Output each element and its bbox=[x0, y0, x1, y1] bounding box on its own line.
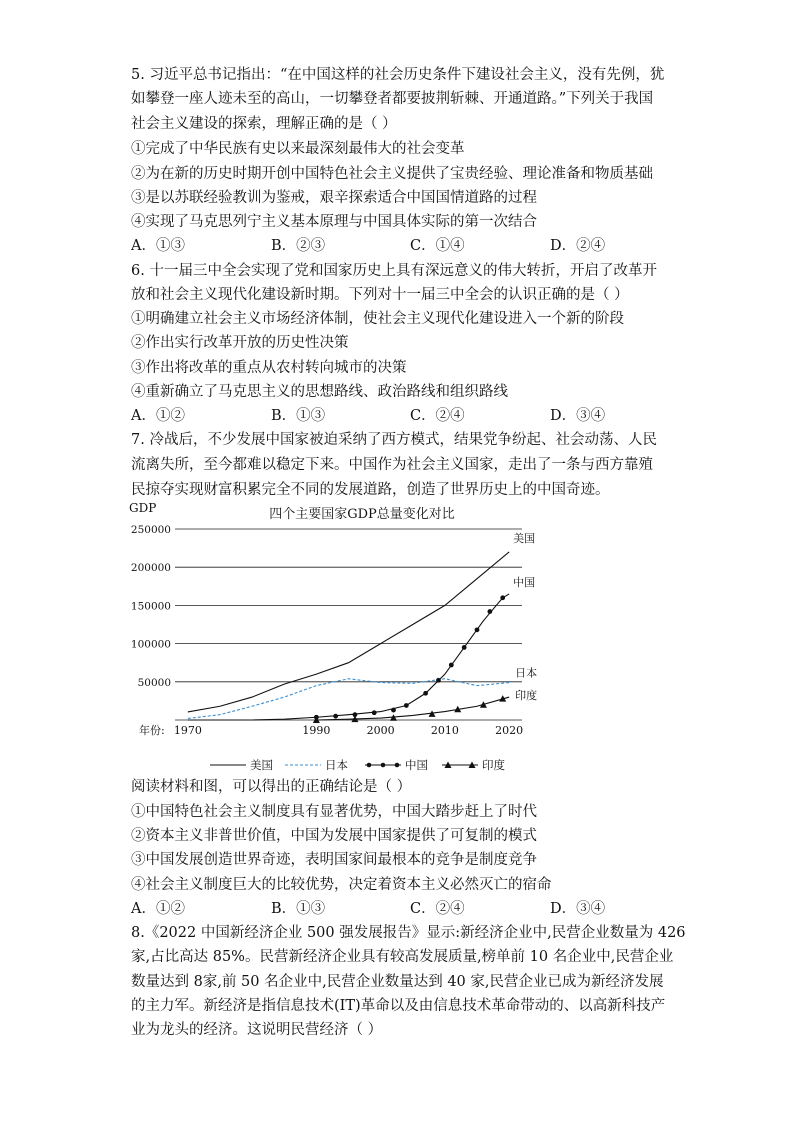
question-6-statement-1: ①明确建立社会主义市场经济体制，使社会主义现代化建设进入一个新的阶段 bbox=[131, 311, 624, 327]
question-5-stem-line: 如攀登一座人迹未至的高山，一切攀登者都要披荆斩棘、开通道路。”下列关于我国 bbox=[131, 91, 654, 107]
data-point-china bbox=[475, 627, 480, 632]
data-point-china bbox=[391, 708, 396, 713]
series-end-label: 美国 bbox=[513, 531, 536, 545]
x-tick-label: 1970 bbox=[173, 724, 202, 737]
question-7-stem-line: 7. 冷战后，不少发展中国家被迫采纳了西方模式，结果党争纷起、社会动荡、人民 bbox=[131, 432, 657, 448]
question-5-statement-4: ④实现了马克思列宁主义基本原理与中国具体实际的第一次结合 bbox=[131, 214, 537, 230]
question-7-stem-line: 流离失所，至今都难以稳定下来。中国作为社会主义国家，走出了一条与西方靠殖 bbox=[131, 457, 653, 473]
legend-marker bbox=[395, 763, 400, 768]
question-8-stem-line: 家,占比高达 85%。民营新经济企业具有较高发展质量,榜单前 10 名企业中,民营企业 bbox=[131, 949, 674, 965]
data-point-china bbox=[404, 703, 409, 708]
series-line-3 bbox=[316, 697, 509, 720]
data-point-china bbox=[333, 714, 338, 719]
chart-title: 四个主要国家GDP总量变化对比 bbox=[269, 507, 455, 522]
question-5-statement-3: ③是以苏联经验教训为鉴戒，艰辛探索适合中国国情道路的过程 bbox=[131, 190, 537, 206]
x-tick-label: 2010 bbox=[430, 724, 459, 737]
y-tick-label: 200000 bbox=[130, 562, 171, 575]
legend-label: 中国 bbox=[405, 758, 428, 772]
series-line-2 bbox=[188, 594, 509, 720]
option-b[interactable]: B．①③ bbox=[271, 901, 326, 917]
y-tick-label: 150000 bbox=[130, 600, 171, 613]
series-line-1 bbox=[188, 679, 509, 719]
gdp-line-chart bbox=[125, 500, 545, 776]
question-7-statement-3: ③中国发展创造世界奇迹，表明国家间最根本的竞争是制度竞争 bbox=[131, 852, 537, 868]
data-point-china bbox=[449, 663, 454, 668]
legend-marker bbox=[381, 763, 386, 768]
question-5-options bbox=[131, 237, 691, 255]
x-tick-label: 2020 bbox=[495, 724, 524, 737]
question-5-statement-2: ②为在新的历史时期开创中国特色社会主义提供了宝贵经验、理论准备和物质基础 bbox=[131, 166, 653, 182]
series-end-label: 印度 bbox=[515, 689, 538, 703]
question-6-stem-line: 放和社会主义现代化建设新时期。下列对十一届三中全会的认识正确的是（ ） bbox=[131, 287, 629, 303]
option-d[interactable]: D．②④ bbox=[550, 238, 606, 254]
data-point-china bbox=[500, 595, 505, 600]
question-6-options bbox=[131, 407, 691, 425]
question-8-stem-line: 的主力军。新经济是指信息技术(IT)革命以及由信息技术革命带动的、以高新科技产 bbox=[131, 998, 666, 1014]
question-7-options bbox=[131, 900, 691, 918]
question-7-statement-2: ②资本主义非普世价值，中国为发展中国家提供了可复制的模式 bbox=[131, 828, 537, 844]
option-a[interactable]: A．①② bbox=[131, 901, 185, 917]
question-6-statement-2: ②作出实行改革开放的历史性决策 bbox=[131, 335, 349, 351]
option-a[interactable]: A．①③ bbox=[131, 238, 185, 254]
question-7-statement-1: ①中国特色社会主义制度具有显著优势，中国大踏步赶上了时代 bbox=[131, 804, 537, 820]
legend-marker bbox=[367, 763, 372, 768]
question-5-stem-line: 社会主义建设的探索，理解正确的是（ ） bbox=[131, 116, 397, 132]
question-5-statement-1: ①完成了中华民族有史以来最深刻最伟大的社会变革 bbox=[131, 141, 465, 157]
y-tick-label: 250000 bbox=[130, 524, 171, 536]
question-5-stem-line: 5. 习近平总书记指出：“在中国这样的社会历史条件下建设社会主义，没有先例，犹 bbox=[131, 67, 665, 83]
data-point-india bbox=[480, 701, 487, 708]
data-point-china bbox=[462, 645, 467, 650]
data-point-china bbox=[487, 609, 492, 614]
question-8-stem-line: 业为龙头的经济。这说明民营经济（ ） bbox=[131, 1022, 383, 1038]
question-6-stem-line: 6. 十一届三中全会实现了党和国家历史上具有深远意义的伟大转折，开启了改革开 bbox=[131, 263, 657, 279]
option-c[interactable]: C．①④ bbox=[410, 238, 465, 254]
series-end-label: 日本 bbox=[515, 666, 538, 680]
option-b[interactable]: B．②③ bbox=[271, 238, 326, 254]
question-8-stem-line: 数量达到 8家,前 50 名企业中,民营企业数量达到 40 家,民营企业已成为新经济发展 bbox=[131, 974, 664, 990]
y-tick-label: 100000 bbox=[130, 638, 171, 651]
series-end-label: 中国 bbox=[513, 575, 536, 589]
y-axis-label: GDP bbox=[129, 501, 157, 515]
question-7-prompt: 阅读材料和图，可以得出的正确结论是（ ） bbox=[131, 779, 412, 795]
y-tick-label: 50000 bbox=[137, 676, 171, 689]
option-a[interactable]: A．①② bbox=[131, 408, 185, 424]
data-point-china bbox=[436, 678, 441, 683]
legend-label: 印度 bbox=[482, 758, 505, 772]
legend-label: 美国 bbox=[250, 758, 273, 772]
option-b[interactable]: B．①③ bbox=[271, 408, 326, 424]
x-tick-label: 1990 bbox=[302, 724, 331, 737]
question-6-statement-4: ④重新确立了马克思主义的思想路线、政治路线和组织路线 bbox=[131, 384, 508, 400]
question-7-statement-4: ④社会主义制度巨大的比较优势，决定着资本主义必然灭亡的宿命 bbox=[131, 877, 552, 893]
x-axis-prefix: 年份: bbox=[139, 724, 165, 737]
x-tick-label: 2000 bbox=[366, 724, 395, 737]
option-d[interactable]: D．③④ bbox=[550, 408, 606, 424]
option-c[interactable]: C．②④ bbox=[410, 408, 465, 424]
question-8-stem-line: 8.《2022 中国新经济企业 500 强发展报告》显示:新经济企业中,民营企业数量为 426 bbox=[131, 925, 686, 941]
series-line-0 bbox=[188, 552, 509, 712]
data-point-china bbox=[372, 710, 377, 715]
legend-label: 日本 bbox=[325, 758, 348, 772]
question-7-stem-line: 民掠夺实现财富积累完全不同的发展道路，创造了世界历史上的中国奇迹。 bbox=[131, 482, 610, 498]
option-d[interactable]: D．③④ bbox=[550, 901, 606, 917]
data-point-china bbox=[423, 691, 428, 696]
question-6-statement-3: ③作出将改革的重点从农村转向城市的决策 bbox=[131, 360, 407, 376]
option-c[interactable]: C．②④ bbox=[410, 901, 465, 917]
